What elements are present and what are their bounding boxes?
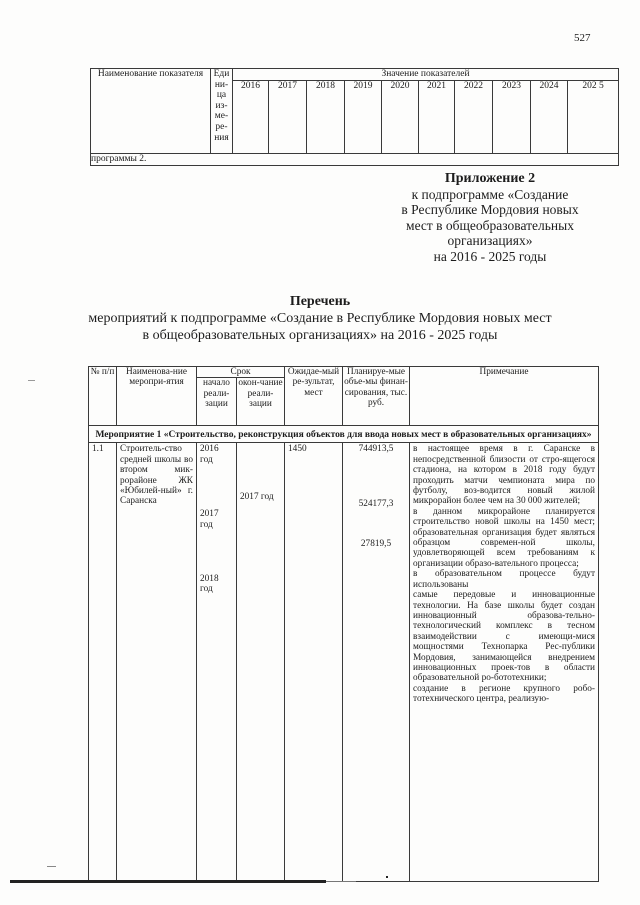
year-cell: 2020 <box>382 80 419 154</box>
note-header: Примечание <box>410 367 599 426</box>
funding-value: 744913,5 <box>358 444 394 455</box>
row-funding <box>343 443 410 882</box>
end-header: окон-чание реали-зации <box>237 378 285 426</box>
note-paragraph: в образовательном процессе будут использованы <box>413 569 596 590</box>
appendix-line: в Республике Мордовия новых <box>401 202 579 217</box>
year-cell: 2024 <box>531 80 568 154</box>
year-cell: 2022 <box>455 80 493 154</box>
event-title: Мероприятие 1 «Строительство, реконструкция объектов для ввода новых мест в образовательных организациях» <box>89 426 599 443</box>
note-paragraph: создание в регионе крупного робо-тотехнического центра, реализую- <box>413 683 596 705</box>
year-cell: 2023 <box>493 80 531 154</box>
page-number: 527 <box>574 32 591 44</box>
year-cell: 2016 <box>233 80 269 154</box>
appendix-line: мест в общеобразовательных <box>406 217 574 233</box>
start-year: 2017 год <box>200 509 219 530</box>
list-title: Перечень <box>289 294 351 309</box>
term-header: Срок <box>197 367 285 378</box>
indicators-table <box>90 68 619 166</box>
row-result: 1450 <box>285 443 343 882</box>
row-start-years <box>197 443 237 882</box>
row-measure-name: Строитель-ство средней школы во втором мик-рорайоне ЖК «Юбилей-ный» г. Саранска <box>117 443 197 882</box>
num-header: № п/п <box>89 367 117 426</box>
list-subtitle-line: мероприятий к подпрограмме «Создание в Республике Мордовия новых мест <box>88 311 552 326</box>
appendix-line: к подпрограмме «Создание <box>411 186 569 202</box>
note-paragraph: в настоящее время в г. Саранске в непосредственной близости от стро-ящегося стадиона, на котором в 2018 году будут проходить матчи чемпионата мира по футболу, воз-водится новый жилой микрорайон более чем на 30 000 жителей; <box>413 444 596 507</box>
list-heading <box>60 293 580 344</box>
scan-edge-line <box>326 881 356 882</box>
name-header: Наименова-ние меропри-ятия <box>117 367 197 426</box>
end-year: 2017 год <box>240 492 274 503</box>
year-cell: 2018 <box>307 80 345 154</box>
start-year: 2018 год <box>200 574 219 595</box>
start-year: 2016 год <box>200 444 219 465</box>
start-header: начало реали-зации <box>197 378 237 426</box>
indicator-name-header: Наименование показателя <box>91 69 211 154</box>
scan-dot <box>386 876 388 878</box>
row-note <box>410 443 599 882</box>
scan-edge-bar <box>10 880 326 883</box>
appendix-line: организациях» <box>447 233 533 248</box>
year-cell: 2017 <box>269 80 307 154</box>
appendix-line: на 2016 - 2025 годы <box>433 248 547 264</box>
year-cell: 2021 <box>419 80 455 154</box>
note-paragraph: самые передовые и инновационные технологии. На базе школы будет создан инновационный образова-тельно-технологический комплекс в тесном взаимодействии с имеющи-мися мощностями Технопарка Рес-публики Мордовия, занимающейся внедрением инновационных проек-тов в области образовательной ро-бототехники; <box>413 590 596 684</box>
measures-table <box>88 366 599 882</box>
funding-header: Планируе-мые объе-мы финан-сирования, тыс. руб. <box>343 367 410 426</box>
table-footer-text: программы 2. <box>91 154 619 166</box>
list-subtitle-line: в общеобразовательных организациях» на 2016 - 2025 годы <box>142 328 498 343</box>
values-header: Значение показателей <box>233 69 619 81</box>
table-row <box>89 443 599 882</box>
scan-tick <box>28 380 35 381</box>
appendix-heading <box>380 171 600 264</box>
note-paragraph: в данном микрорайоне планируется строительство новой школы на 1450 мест; образовательная организация будет являться образцом современ-ной школы, удовлетворяющей всем требованиям к организации образо-вательного процесса; <box>413 506 596 569</box>
row-number: 1.1 <box>89 443 117 882</box>
scan-tick <box>47 866 56 867</box>
year-cell: 202 5 <box>568 80 619 154</box>
appendix-title: Приложение 2 <box>444 171 536 186</box>
year-cell: 2019 <box>345 80 382 154</box>
result-header: Ожидае-мый ре-зультат, мест <box>285 367 343 426</box>
unit-header: Еди ни- ца из- ме- ре- ния <box>211 69 233 154</box>
row-end-year <box>237 443 285 882</box>
funding-value: 524177,3 <box>358 498 394 509</box>
funding-value: 27819,5 <box>360 539 392 550</box>
